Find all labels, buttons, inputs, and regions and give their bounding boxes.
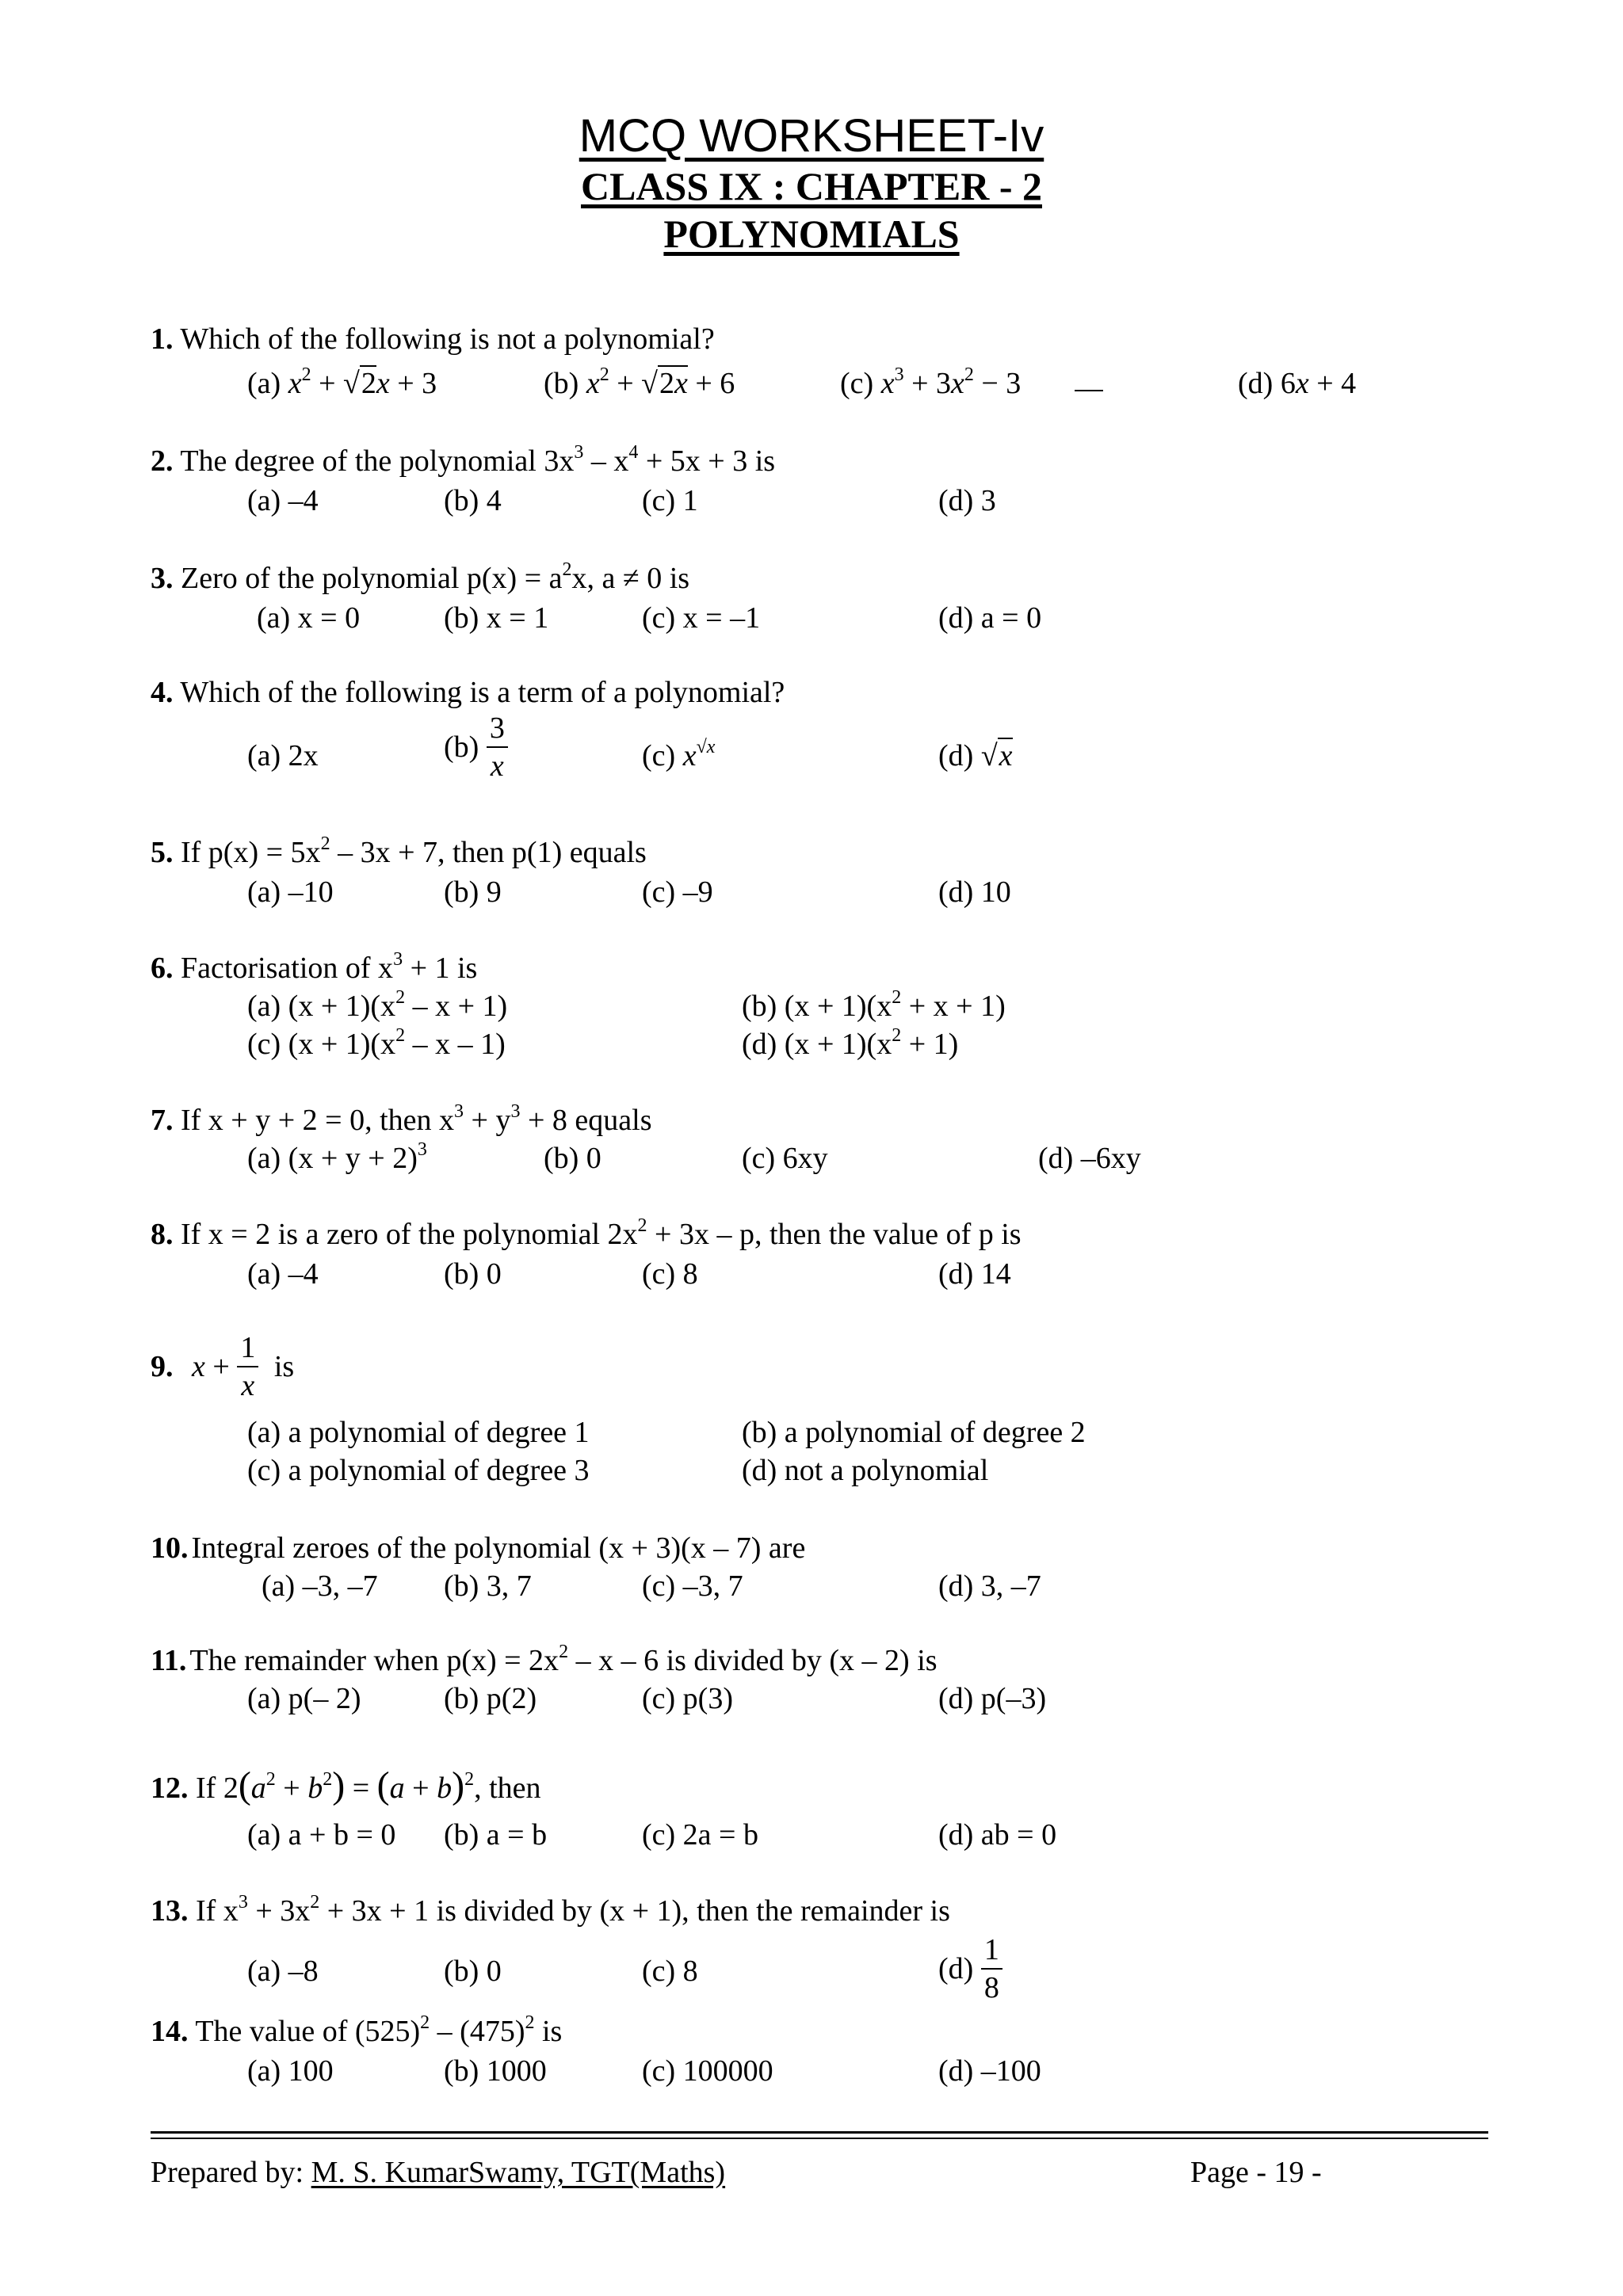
option-9c[interactable]: (c) a polynomial of degree 3	[247, 1454, 590, 1487]
option-13b[interactable]: (b) 0	[444, 1955, 502, 1988]
option-11a[interactable]: (a) p(– 2)	[247, 1682, 361, 1715]
option-1d[interactable]: (d) 6x + 4	[1238, 367, 1357, 400]
option-14a[interactable]: (a) 100	[247, 2054, 334, 2088]
option-1c[interactable]: (c) $x^3 + 3x^2 - 3$	[840, 364, 1022, 400]
option-8d[interactable]: (d) 14	[938, 1257, 1011, 1291]
option-7b[interactable]: (b) 0	[544, 1142, 601, 1175]
option-9a[interactable]: (a) a polynomial of degree 1	[247, 1416, 590, 1449]
question-8: 8. If x = 2 is a zero of the polynomial $2x^2 + 3x - p$, then the value of p is	[151, 1215, 1022, 1251]
option-12a[interactable]: (a) a + b = 0	[247, 1818, 396, 1852]
option-13a[interactable]: (a) –8	[247, 1955, 319, 1988]
option-1b[interactable]: (b) $x^2 + √2x + 6$	[544, 364, 735, 400]
option-7c[interactable]: (c) 6xy	[742, 1142, 828, 1175]
page-number: Page - 19 -	[1190, 2156, 1322, 2189]
option-10b[interactable]: (b) 3, 7	[444, 1569, 532, 1603]
option-5a[interactable]: (a) –10	[247, 875, 334, 909]
question-text: Which of the following is not a polynomial?	[180, 322, 715, 356]
option-13d[interactable]: (d) $\frac{1}{8}$	[938, 1935, 1002, 2003]
option-2a[interactable]: (a) –4	[247, 484, 319, 517]
question-2: 2. The degree of the polynomial $3x^3 - x^4 + 5x + 3$ is	[151, 442, 776, 478]
footer-divider-bottom	[151, 2138, 1488, 2139]
option-14d[interactable]: (d) –100	[938, 2054, 1041, 2088]
question-13: 13. If $x^3 + 3x^2 + 3x + 1$ is divided by (x + 1), then the remainder is	[151, 1892, 950, 1928]
option-10c[interactable]: (c) –3, 7	[642, 1569, 743, 1603]
option-8a[interactable]: (a) –4	[247, 1257, 319, 1291]
option-3d[interactable]: (d) a = 0	[938, 601, 1042, 635]
dash-mark	[1075, 390, 1103, 391]
option-3a[interactable]: (a) x = 0	[257, 601, 361, 635]
author-name: M. S. KumarSwamy, TGT(Maths)	[311, 2156, 726, 2189]
option-2b[interactable]: (b) 4	[444, 484, 502, 517]
class-chapter-heading: CLASS IX : CHAPTER - 2	[580, 164, 1042, 208]
option-12d[interactable]: (d) ab = 0	[938, 1818, 1057, 1852]
option-13c[interactable]: (c) 8	[642, 1955, 698, 1988]
option-11b[interactable]: (b) p(2)	[444, 1682, 537, 1715]
option-9b[interactable]: (b) a polynomial of degree 2	[742, 1416, 1086, 1449]
option-9d[interactable]: (d) not a polynomial	[742, 1454, 989, 1487]
option-6c[interactable]: (c) $(x + 1)(x^2 - x - 1)$	[247, 1025, 506, 1061]
footer-credit: Prepared by: M. S. KumarSwamy, TGT(Maths)	[151, 2156, 726, 2189]
question-11: 11. The remainder when $p(x) = 2x^2 - x - 6$ is divided by (x – 2) is	[151, 1642, 938, 1677]
option-12c[interactable]: (c) 2a = b	[642, 1818, 758, 1852]
option-3c[interactable]: (c) x = –1	[642, 601, 761, 635]
option-8c[interactable]: (c) 8	[642, 1257, 698, 1291]
option-6d[interactable]: (d) $(x + 1)(x^2 + 1)$	[742, 1025, 959, 1061]
question-5: 5. If $p(x) = 5x^2 - 3x + 7$, then p(1) equals	[151, 833, 647, 869]
question-6: 6. Factorisation of $x^3 + 1$ is	[151, 949, 478, 985]
option-4b[interactable]: (b) $\frac{3}{x}$	[444, 713, 508, 781]
option-4d[interactable]: (d) √x	[938, 739, 1013, 772]
question-4: 4. Which of the following is a term of a polynomial?	[151, 676, 785, 709]
question-12: 12. If $2(a^2 + b^2) = (a + b)^2$, then	[151, 1764, 541, 1806]
option-14b[interactable]: (b) 1000	[444, 2054, 547, 2088]
worksheet-title: MCQ WORKSHEET-Iv	[579, 110, 1044, 162]
question-7: 7. If x + y + 2 = 0, then $x^3 + y^3 + 8$ equals	[151, 1101, 652, 1137]
option-7d[interactable]: (d) –6xy	[1038, 1142, 1141, 1175]
option-12b[interactable]: (b) a = b	[444, 1818, 548, 1852]
option-11c[interactable]: (c) p(3)	[642, 1682, 733, 1715]
option-14c[interactable]: (c) 100000	[642, 2054, 773, 2088]
question-9: 9. x + $\frac{1}{x}$ is	[151, 1331, 295, 1402]
option-1a[interactable]: (a) $x^2 + √2x + 3$	[247, 364, 437, 400]
option-5d[interactable]: (d) 10	[938, 875, 1011, 909]
option-3b[interactable]: (b) x = 1	[444, 601, 549, 635]
question-3: 3. Zero of the polynomial $p(x) = a^2x$, a ≠ 0 is	[151, 559, 690, 595]
subject-heading: POLYNOMIALS	[663, 212, 960, 256]
footer-divider-top	[151, 2131, 1488, 2134]
option-7a[interactable]: (a) $(x + y + 2)^3$	[247, 1139, 427, 1175]
option-11d[interactable]: (d) p(–3)	[938, 1682, 1047, 1715]
option-2d[interactable]: (d) 3	[938, 484, 996, 517]
option-8b[interactable]: (b) 0	[444, 1257, 502, 1291]
option-6b[interactable]: (b) $(x + 1)(x^2 + x + 1)$	[742, 987, 1006, 1023]
option-5c[interactable]: (c) –9	[642, 875, 713, 909]
option-10a[interactable]: (a) –3, –7	[262, 1569, 378, 1603]
question-1	[151, 322, 715, 357]
question-10: 10. Integral zeroes of the polynomial (x + 3)(x – 7) are	[151, 1531, 806, 1565]
question-number: 1.	[151, 322, 174, 356]
option-2c[interactable]: (c) 1	[642, 484, 698, 517]
option-4a[interactable]: (a) 2x	[247, 739, 319, 772]
option-5b[interactable]: (b) 9	[444, 875, 502, 909]
option-4c[interactable]: (c) $x^{√x}$	[642, 737, 716, 772]
question-14: 14. The value of $(525)^2 - (475)^2$ is	[151, 2012, 563, 2048]
option-6a[interactable]: (a) $(x + 1)(x^2 - x + 1)$	[247, 987, 508, 1023]
option-10d[interactable]: (d) 3, –7	[938, 1569, 1041, 1603]
